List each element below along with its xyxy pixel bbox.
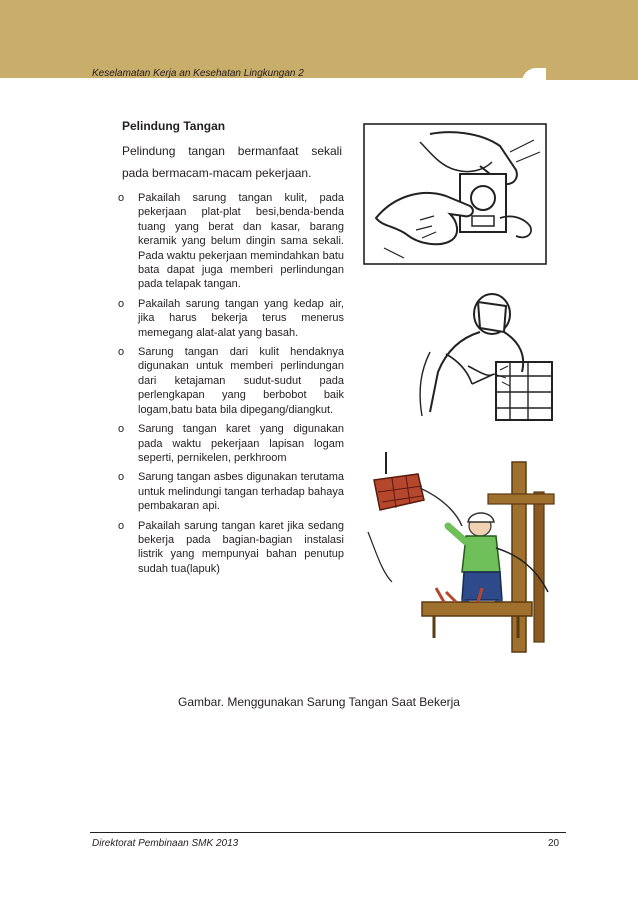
bullet-marker: o [118, 192, 125, 204]
electrician-on-scaffold-illustration [362, 452, 556, 658]
section-title: Pelindung Tangan [122, 119, 226, 133]
footer-divider [90, 832, 566, 833]
bullet-list [118, 191, 344, 581]
bullet-marker: o [118, 423, 125, 436]
gloved-hands-illustration [360, 122, 550, 268]
running-header-title: Keselamatan Kerja an Kesehatan Lingkungan 2 [92, 68, 304, 79]
list-item: o Sarung tangan karet yang digunakan pada waktu pekerjaan lapisan logam seperti, pernikelen, perkhroom [118, 423, 344, 464]
list-item: o Pakailah sarung tangan karet jika sedang bekerja pada bagian-bagian instalasi listrik yang mempunyai bahan penutup sudah tua(lapuk) [118, 519, 344, 575]
list-item: o Pakailah sarung tangan yang kedap air, jika harus bekerja terus menerus memegang alat-alat yang basah. [118, 297, 344, 339]
list-item: o Sarung tangan asbes digunakan terutama untuk melindungi tangan terhadap bahaya pembakaran api. [118, 471, 344, 513]
footer-publisher: Direktorat Pembinaan SMK 2013 [92, 838, 239, 849]
bullet-marker: o [118, 346, 125, 359]
welder-illustration [410, 292, 560, 422]
page-number: 20 [548, 838, 560, 849]
bullet-marker: o [118, 297, 125, 310]
section-intro: Pelindung tangan bermanfaat sekali pada bermacam-macam pekerjaan. [122, 144, 342, 180]
figure-caption: Gambar. Menggunakan Sarung Tangan Saat Bekerja [178, 695, 460, 709]
bullet-marker: o [118, 519, 125, 532]
list-item: o Pakailah sarung tangan kulit, pada pekerjaan plat-plat besi,benda-benda tuang yang berat dan kasar, barang keramik yang belum dingin sama sekali. Pada waktu pekerjaan memindahkan batu bata dapat juga memberi perlindungan pada telapak tangan. [118, 192, 344, 291]
bullet-marker: o [118, 471, 125, 484]
list-item: o Sarung tangan dari kulit hendaknya digunakan untuk memberi perlindungan dari ketajaman sudut-sudut pada perlengkapan yang berbobot baik logam,batu bata bila dipegang/diangkut. [118, 346, 344, 416]
